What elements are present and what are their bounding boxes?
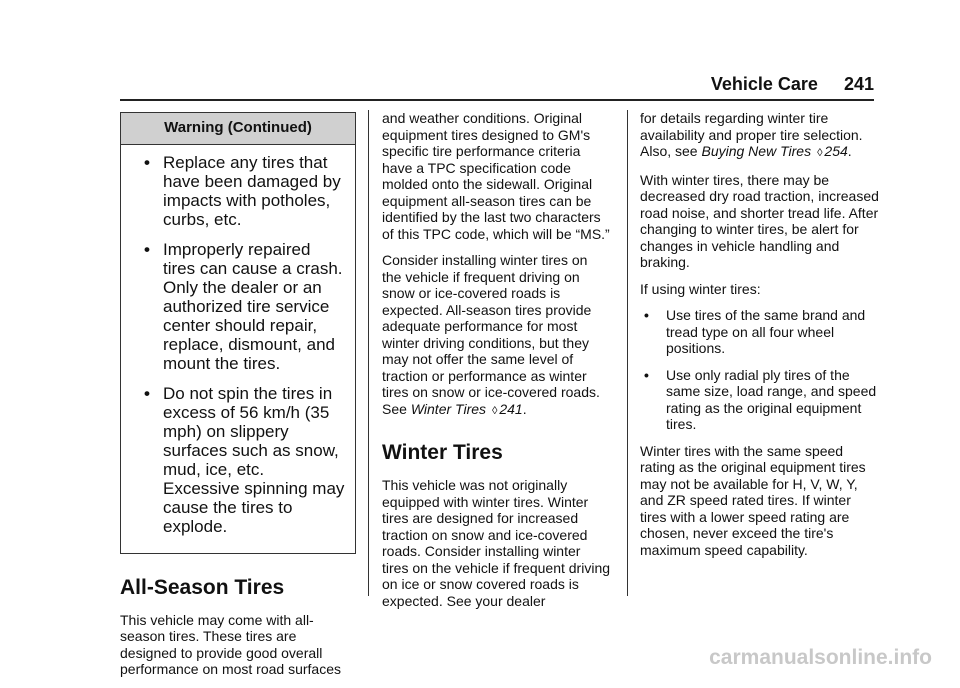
warning-item [131, 384, 345, 536]
bullet-icon: • [144, 152, 150, 172]
warning-item-text: Replace any tires that have been damaged by impacts with potholes, curbs, etc. [163, 152, 341, 229]
list-item [640, 367, 880, 433]
page-reference-arrow-icon: ◊ [816, 147, 823, 159]
column-2 [382, 110, 610, 619]
all-season-paragraph: This vehicle may come with all-season tires. These tires are designed to provide good overall performance on most road surfaces [120, 611, 341, 677]
warning-list [121, 145, 355, 553]
link-page: 254 [824, 143, 848, 159]
list-item-text: Use tires of the same brand and tread type on all four wheel positions. [666, 307, 866, 356]
warning-item [131, 153, 345, 229]
column-divider [368, 110, 369, 596]
buying-new-tires-link[interactable] [701, 143, 847, 159]
bullet-icon: • [644, 366, 649, 383]
page-header [711, 74, 874, 95]
bullet-icon: • [644, 307, 649, 323]
warning-item [131, 240, 345, 373]
header-rule [120, 99, 874, 101]
paragraph: and weather conditions. Original equipment tires designed to GM's specific tire performance criteria have a TPC specification code molded onto the sidewall. Original equipment all-season tires can be identified by the last two characters of this TPC code, which will be “MS.” [382, 110, 610, 242]
warning-title: Warning (Continued) [121, 113, 355, 145]
section-title: Vehicle Care [710, 74, 818, 94]
bullet-icon: • [144, 383, 150, 403]
warning-item-text: Do not spin the tires in excess of 56 km/h (35 mph) on slippery surfaces such as snow, mud, ice, etc. Excessive spinning may cause the tires to explode. [163, 383, 345, 536]
paragraph-text: Consider installing winter tires on the vehicle if frequent driving on snow or ice-covered roads is expected. All-season tires provide adequate performance for most winter driving conditions, but they may not offer the same level of traction or performance as winter tires on snow or ice-covered roads. See [382, 252, 600, 417]
paragraph: Winter tires with the same speed rating as the original equipment tires may not be available for H, V, W, Y, and ZR speed rated tires. If winter tires with a lower speed rating are chosen, never exceed the tire's maximum speed capability. [640, 442, 866, 558]
paragraph-text: for details regarding winter tire availability and proper tire selection. Also, see [640, 110, 863, 159]
link-text: Buying New Tires [701, 143, 812, 159]
column-divider [627, 110, 628, 596]
paragraph: This vehicle was not originally equipped with winter tires. Winter tires are designed for increased traction on snow and ice-covered roads. Consider installing winter tires on the vehicle if frequent driving on ice or snow covered roads is expected. See your dealer [382, 477, 611, 609]
winter-tires-link[interactable] [411, 401, 523, 417]
column-1 [120, 112, 356, 688]
warning-item-text: Improperly repaired tires can cause a crash. Only the dealer or an authorized tire service center should repair, replace, dismount, and mount the tires. [163, 239, 343, 373]
link-text: Winter Tires [410, 400, 487, 417]
column-3 [640, 110, 880, 568]
link-page: 241 [499, 400, 523, 417]
all-season-heading: All-Season Tires [120, 575, 285, 599]
paragraph: With winter tires, there may be decreased dry road traction, increased road noise, and shorter tread life. After changing to winter tires, be alert for changes in vehicle handling and braking. [640, 171, 879, 270]
bullet-icon: • [144, 239, 150, 259]
watermark: carmanualsonline.info [709, 646, 932, 669]
paragraph: If using winter tires: [640, 280, 761, 297]
warning-box [120, 112, 356, 554]
winter-tires-heading: Winter Tires [382, 441, 503, 464]
list-item-text: Use only radial ply tires of the same size, load range, and speed rating as the original equipment tires. [666, 366, 877, 432]
paragraph: for details regarding winter tire availability and proper tire selection. Also, see Buying New Tires ◊ 254. [640, 110, 863, 159]
page-reference-arrow-icon: ◊ [491, 404, 498, 417]
list-item [640, 307, 880, 357]
winter-tire-list [640, 307, 880, 433]
paragraph: Consider installing winter tires on the vehicle if frequent driving on snow or ice-covered roads is expected. All-season tires provide adequate performance for most winter driving conditions, but they may not offer the same level of traction or performance as winter tires on snow or ice-covered roads. See Winter Tires ◊ 241. [382, 252, 600, 417]
page-number: 241 [843, 74, 874, 94]
